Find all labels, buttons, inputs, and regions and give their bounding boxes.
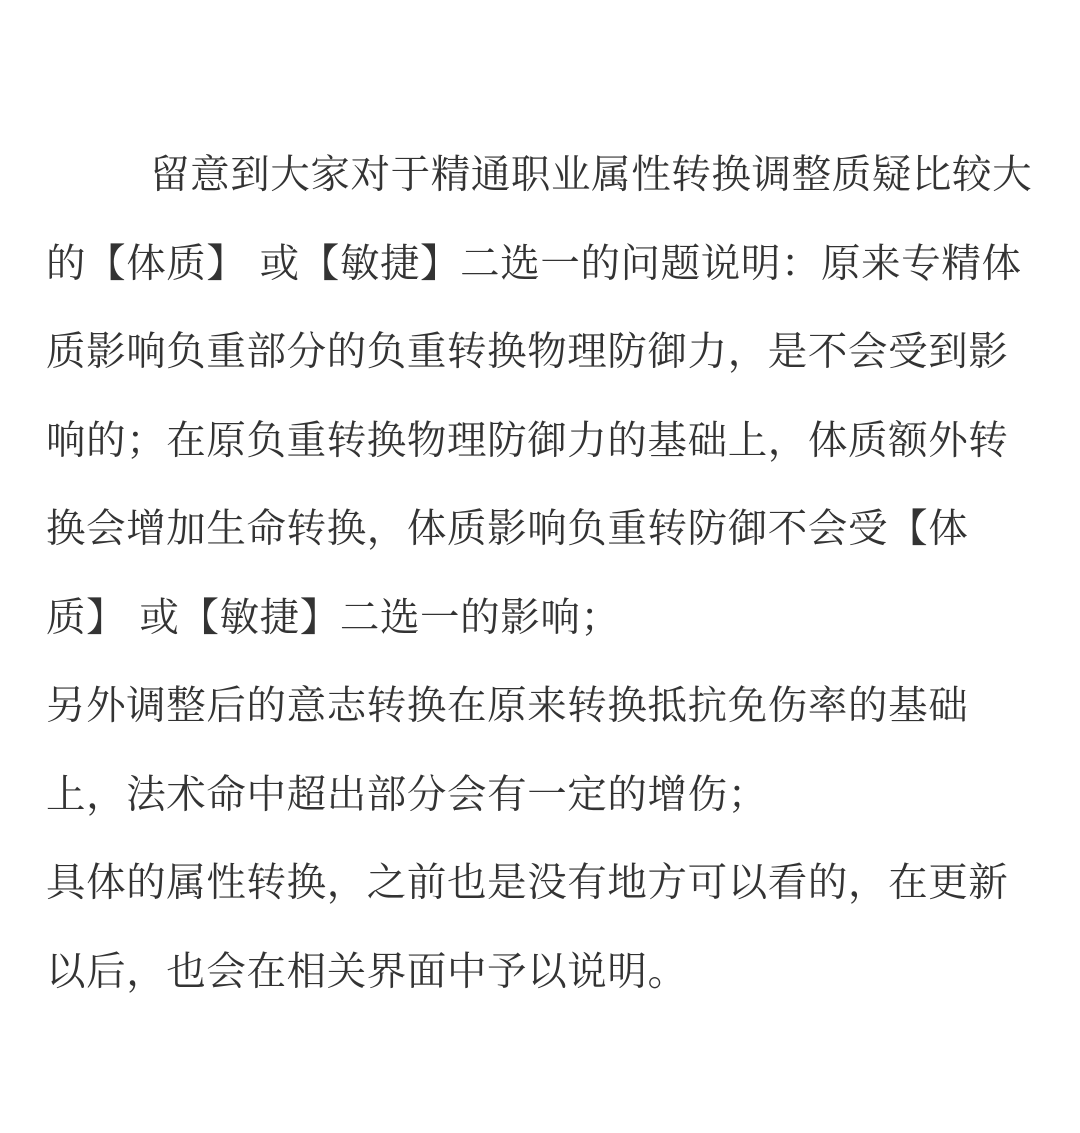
paragraph-constitution-agility: 留意到大家对于精通职业属性转换调整质疑比较大的【体质】 或【敏捷】二选一的问题说明：原来专精体质影响负重部分的负重转换物理防御力，是不会受到影响的；在原负重转换物理防御力的基础上，体质额外转换会增加生命转换，体质影响负重转防御不会受【体质】 或【敏捷】二选一的影响； xyxy=(46,152,1033,641)
paragraph-attribute-conversion: 具体的属性转换，之前也是没有地方可以看的，在更新以后，也会在相关界面中予以说明。 xyxy=(46,860,1009,995)
article-body xyxy=(46,131,1036,1016)
paragraph-willpower: 另外调整后的意志转换在原来转换抵抗免伤率的基础上，法术命中超出部分会有一定的增伤； xyxy=(46,683,969,818)
